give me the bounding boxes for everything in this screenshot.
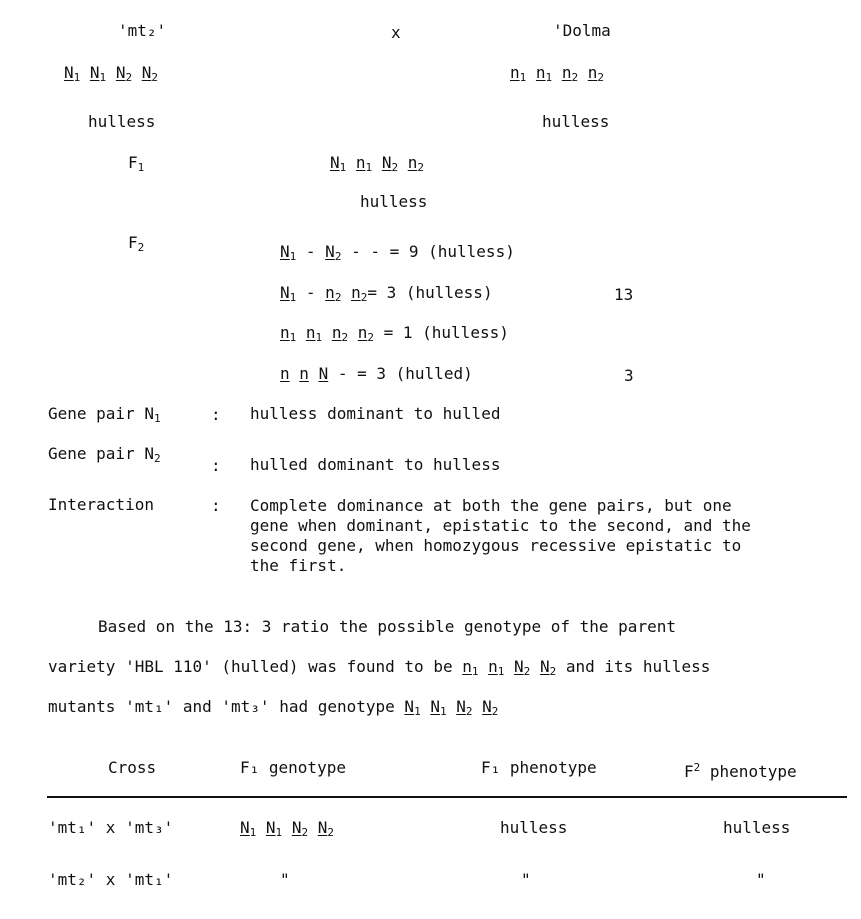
gene-symbol: $n_2$ <box>561 63 579 84</box>
table-row-1-cross: 'mt₁' x 'mt₃' <box>48 818 174 837</box>
gene-pair-1-label: Gene pair $N_1$ <box>48 404 161 425</box>
gene-symbol: $N_1$ <box>265 818 283 839</box>
parent1-genotype <box>64 63 158 88</box>
gene-symbol: $N_2$ <box>115 63 133 84</box>
gene-symbol: $N_1$ <box>430 697 447 718</box>
gene-pair-2-colon: : <box>211 456 221 475</box>
paragraph-line-2: variety 'HBL 110' (hulled) was found to be $n_1$ $n_1$ $N_2$ $N_2$ and its hulless <box>48 657 711 678</box>
table-header-f1-genotype: F₁ genotype <box>240 758 346 777</box>
gene-symbol: $N_1$ <box>404 697 421 718</box>
table-row-1-f1-phenotype: hulless <box>500 818 568 837</box>
gene-pair-1-desc: hulless dominant to hulled <box>250 404 501 423</box>
f1-genotype <box>330 153 424 178</box>
gene-symbol: $N_1$ <box>240 818 257 839</box>
gene-symbol: $N_2$ <box>514 657 531 678</box>
interaction-label: Interaction <box>48 495 154 514</box>
gene-symbol: $n_2$ <box>407 153 424 174</box>
f2-row-3: $n_1$ $n_1$ $n_2$ $n_2 = 1$ (hulless) <box>280 323 509 344</box>
gene-symbol: $N_2$ <box>456 697 473 718</box>
gene-pair-1-colon: : <box>211 405 221 424</box>
interaction-desc: Complete dominance at both the gene pairs, but one gene when dominant, epistatic to the second, and the second gene, when homozygous recessive epistatic to the first. <box>250 496 751 575</box>
f2-total-13: 13 <box>614 285 634 304</box>
gene-pair-2-desc: hulled dominant to hulless <box>250 455 501 474</box>
gene-symbol: $N_2$ <box>291 818 309 839</box>
f2-total-3: 3 <box>624 366 634 385</box>
gene-pair-2-label: Gene pair $N_2$ <box>48 444 161 465</box>
gene-symbol: $N_1$ <box>64 63 81 84</box>
gene-symbol: $n_1$ <box>355 153 373 174</box>
table-row-2-f2-phenotype: " <box>756 870 766 889</box>
parent2-name: 'Dolma <box>553 21 611 40</box>
gene-symbol: $n_1$ <box>462 657 479 678</box>
table-header-f2-phenotype: $F^2$ phenotype <box>684 761 797 781</box>
table-header-f1-phenotype: F₁ phenotype <box>481 758 597 777</box>
f1-phenotype: hulless <box>360 192 428 211</box>
gene-symbol: $N_2$ <box>482 697 499 718</box>
interaction-colon: : <box>211 496 221 515</box>
table-row-1-genotype <box>240 818 334 843</box>
f1-label: $F_1$ <box>128 153 145 174</box>
gene-symbol: $N_1$ <box>89 63 107 84</box>
table-row-2-genotype-ditto: " <box>280 870 290 889</box>
parent1-phenotype: hulless <box>88 112 156 131</box>
f2-row-2: $N_1 - n_2$ $n_2= 3$ (hulless) <box>280 283 493 304</box>
gene-symbol: $N_2$ <box>381 153 399 174</box>
parent2-genotype <box>510 63 604 88</box>
gene-symbol: $n_1$ <box>510 63 527 84</box>
paragraph-line-1: Based on the 13: 3 ratio the possible genotype of the parent <box>98 617 676 636</box>
parent1-name: 'mt₂' <box>118 21 167 40</box>
table-row-2-cross: 'mt₂' x 'mt₁' <box>48 870 174 889</box>
gene-symbol: $N_1$ <box>330 153 347 174</box>
gene-symbol: $n_1$ <box>488 657 505 678</box>
f2-row-4: n n N - = 3 (hulled) <box>280 364 473 383</box>
parent2-phenotype: hulless <box>542 112 610 131</box>
cross-sign: x <box>391 23 401 42</box>
table-row-1-f2-phenotype: hulless <box>723 818 791 837</box>
paragraph-line-3: mutants 'mt₁' and 'mt₃' had genotype $N_1$ $N_1$ $N_2$ $N_2$ <box>48 697 499 718</box>
table-row-2-f1-phenotype: " <box>521 870 531 889</box>
gene-symbol: $n_2$ <box>587 63 604 84</box>
table-rule <box>47 796 847 798</box>
gene-symbol: $N_2$ <box>317 818 334 839</box>
f2-row-1: $N_1 - N_2$ - - = 9 (hulless) <box>280 242 515 263</box>
gene-symbol: $N_2$ <box>539 657 557 678</box>
gene-symbol: $n_1$ <box>535 63 553 84</box>
f2-label: $F_2$ <box>128 233 145 254</box>
gene-symbol: $N_2$ <box>141 63 158 84</box>
table-header-cross: Cross <box>108 758 157 777</box>
